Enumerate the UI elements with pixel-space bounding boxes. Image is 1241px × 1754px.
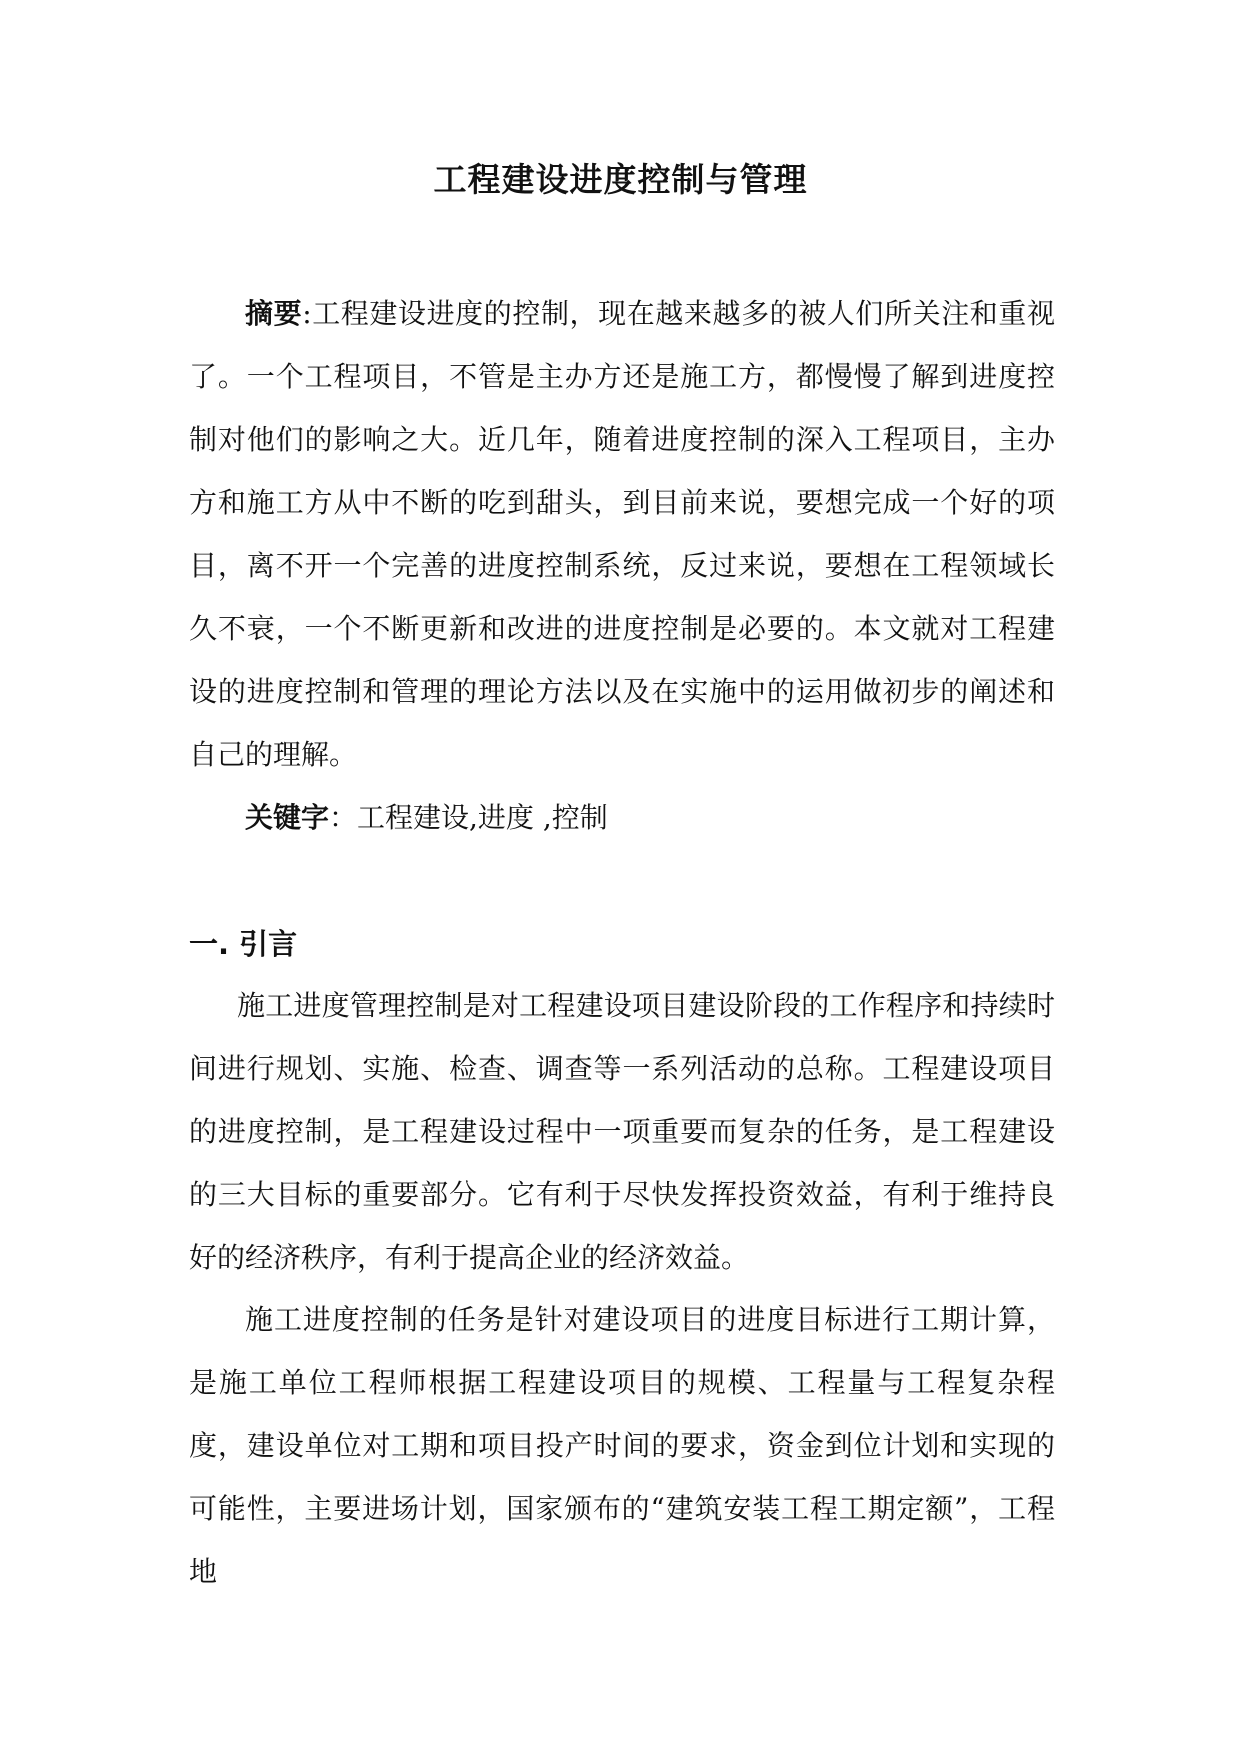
keywords-label: 关键字 xyxy=(245,801,330,834)
abstract-text: 工程建设进度的控制，现在越来越多的被人们所关注和重视了。一个工程项目，不管是主办方还是施工方，都慢慢了解到进度控制对他们的影响之大。近几年，随着进度控制的深入工程项目，主办方和施工方从中不断的吃到甜头，到目前来说，要想完成一个好的项目，离不开一个完善的进度控制系统，反过来说，要想在工程领域长久不衰，一个不断更新和改进的进度控制是必要的。本文就对工程建设的进度控制和管理的理论方法以及在实施中的运用做初步的阐述和自己的理解。 xyxy=(189,297,1055,771)
body-paragraph: 施工进度控制的任务是针对建设项目的进度目标进行工期计算，是施工单位工程师根据工程建设项目的规模、工程量与工程复杂程度，建设单位对工期和项目投产时间的要求，资金到位计划和实现的可能性，主要进场计划，国家颁布的“建筑安装工程工期定额”，工程地 xyxy=(189,1303,1055,1588)
section-heading-introduction: 一. 引言 xyxy=(189,927,298,961)
keywords-line xyxy=(189,786,1055,849)
body-paragraph: 施工进度管理控制是对工程建设项目建设阶段的工作程序和持续时间进行规划、实施、检查、调查等一系列活动的总称。工程建设项目的进度控制，是工程建设过程中一项重要而复杂的任务，是工程建设的三大目标的重要部分。它有利于尽快发挥投资效益，有利于维持良好的经济秩序，有利于提高企业的经济效益。 xyxy=(189,989,1055,1274)
keywords-text: 工程建设,进度 ,控制 xyxy=(357,801,608,834)
keywords-colon: ： xyxy=(329,801,358,834)
abstract-colon: : xyxy=(302,297,312,330)
document-title: 工程建设进度控制与管理 xyxy=(433,160,808,199)
abstract-paragraph xyxy=(189,282,1055,786)
abstract-label: 摘要 xyxy=(245,297,303,330)
